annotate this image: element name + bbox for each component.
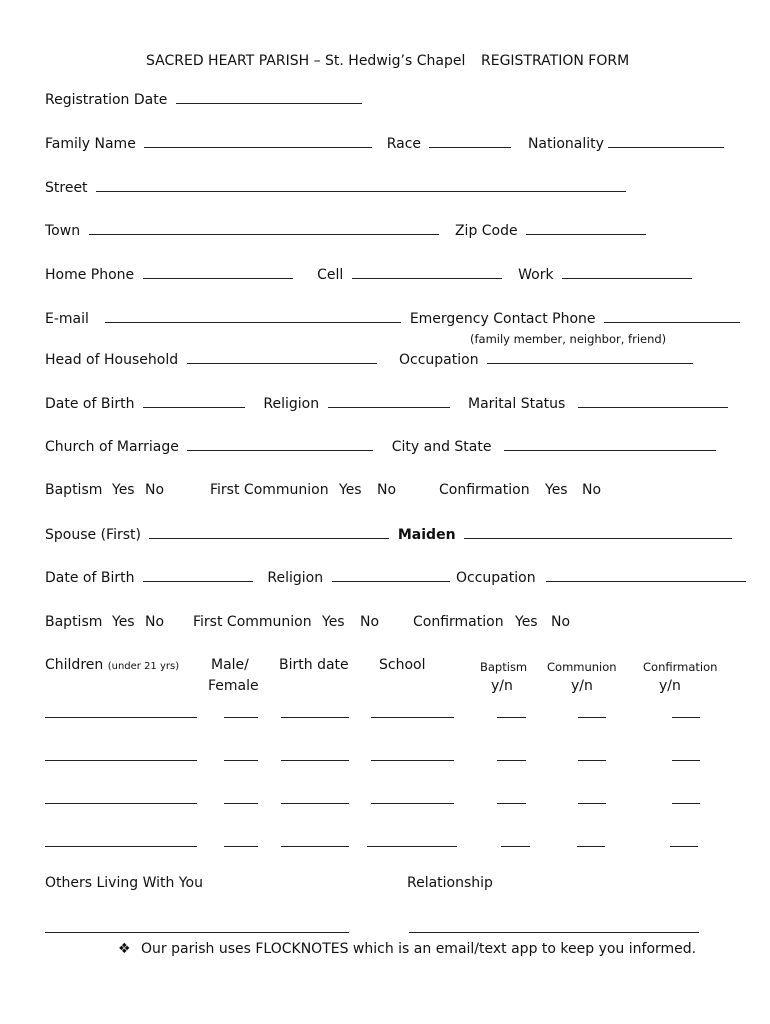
- child-3-baptism-field[interactable]: [497, 802, 526, 804]
- birth-date-label: Birth date: [279, 657, 349, 673]
- child-confirmation-yn: y/n: [659, 678, 681, 694]
- children-subtitle: (under 21 yrs): [107, 661, 180, 672]
- baptism-no[interactable]: No: [145, 482, 165, 498]
- maiden-label: Maiden: [397, 527, 456, 543]
- relationship-label: Relationship: [407, 875, 493, 891]
- work-field[interactable]: [562, 265, 692, 279]
- child-4-baptism-field[interactable]: [501, 845, 530, 847]
- head-of-household-row: [45, 350, 693, 369]
- child-confirmation-label: Confirmation: [643, 660, 718, 674]
- child-4-communion-field[interactable]: [577, 845, 605, 847]
- date-of-birth-label: Date of Birth: [45, 396, 135, 412]
- home-phone-field[interactable]: [143, 265, 293, 279]
- race-field[interactable]: [429, 134, 511, 148]
- confirmation-label: Confirmation: [439, 482, 530, 498]
- child-4-birth-date-field[interactable]: [281, 845, 349, 847]
- spouse-confirmation-yes[interactable]: Yes: [515, 614, 538, 630]
- child-3-school-field[interactable]: [371, 802, 454, 804]
- religion-field[interactable]: [328, 394, 450, 408]
- dob-row: [45, 394, 728, 413]
- family-name-row: [45, 134, 724, 153]
- street-label: Street: [45, 180, 88, 196]
- zip-code-field[interactable]: [526, 221, 646, 235]
- spouse-field[interactable]: [149, 525, 389, 539]
- child-2-confirmation-field[interactable]: [672, 759, 700, 761]
- child-communion-yn: y/n: [571, 678, 593, 694]
- emergency-note: (family member, neighbor, friend): [470, 332, 667, 346]
- church-of-marriage-label: Church of Marriage: [45, 439, 179, 455]
- registration-date-label: Registration Date: [45, 92, 168, 108]
- town-field[interactable]: [89, 221, 439, 235]
- baptism-label: Baptism: [45, 482, 103, 498]
- child-3-confirmation-field[interactable]: [672, 802, 700, 804]
- child-1-school-field[interactable]: [371, 716, 454, 718]
- registration-date-row: [45, 90, 362, 109]
- nationality-field[interactable]: [608, 134, 724, 148]
- registration-date-field[interactable]: [176, 90, 362, 104]
- email-field[interactable]: [105, 309, 401, 323]
- others-living-label: Others Living With You: [45, 875, 203, 891]
- street-field[interactable]: [96, 178, 626, 192]
- spouse-confirmation-label: Confirmation: [413, 614, 504, 630]
- spouse-baptism-no[interactable]: No: [145, 614, 165, 630]
- spouse-baptism-label: Baptism: [45, 614, 103, 630]
- cell-label: Cell: [317, 267, 344, 283]
- home-phone-label: Home Phone: [45, 267, 135, 283]
- first-communion-label: First Communion: [210, 482, 329, 498]
- marital-status-field[interactable]: [578, 394, 728, 408]
- occupation-field[interactable]: [487, 350, 693, 364]
- child-1-birth-date-field[interactable]: [281, 716, 349, 718]
- male-female-label-2: Female: [208, 678, 259, 694]
- family-name-label: Family Name: [45, 136, 136, 152]
- spouse-first-communion-label: First Communion: [193, 614, 312, 630]
- town-label: Town: [45, 223, 81, 239]
- child-4-school-field[interactable]: [367, 845, 457, 847]
- date-of-birth-field[interactable]: [143, 394, 245, 408]
- race-label: Race: [386, 136, 422, 152]
- spouse-date-of-birth-field[interactable]: [143, 568, 253, 582]
- bullet-icon: ❖: [118, 941, 131, 957]
- others-living-field[interactable]: [45, 931, 349, 933]
- child-3-gender-field[interactable]: [224, 802, 258, 804]
- spouse-first-communion-no[interactable]: No: [360, 614, 380, 630]
- spouse-row: [45, 525, 732, 544]
- confirmation-no[interactable]: No: [582, 482, 602, 498]
- school-label: School: [379, 657, 426, 673]
- work-label: Work: [518, 267, 554, 283]
- child-1-confirmation-field[interactable]: [672, 716, 700, 718]
- marital-status-label: Marital Status: [468, 396, 566, 412]
- child-1-communion-field[interactable]: [578, 716, 606, 718]
- child-1-gender-field[interactable]: [224, 716, 258, 718]
- child-1-name-field[interactable]: [45, 716, 197, 718]
- head-of-household-label: Head of Household: [45, 352, 179, 368]
- spouse-religion-label: Religion: [267, 570, 324, 586]
- children-label: [45, 656, 179, 676]
- spouse-baptism-yes[interactable]: Yes: [112, 614, 135, 630]
- street-row: [45, 178, 626, 197]
- child-2-gender-field[interactable]: [224, 759, 258, 761]
- spouse-dob-row: [45, 568, 746, 587]
- city-state-field[interactable]: [504, 437, 716, 451]
- first-communion-no[interactable]: No: [377, 482, 397, 498]
- child-3-birth-date-field[interactable]: [281, 802, 349, 804]
- nationality-label: Nationality: [527, 136, 604, 152]
- child-communion-label: Communion: [547, 660, 617, 674]
- baptism-yes[interactable]: Yes: [112, 482, 135, 498]
- child-3-communion-field[interactable]: [578, 802, 606, 804]
- emergency-contact-field[interactable]: [604, 309, 740, 323]
- religion-label: Religion: [263, 396, 320, 412]
- church-of-marriage-field[interactable]: [187, 437, 373, 451]
- phone-row: [45, 265, 692, 284]
- child-2-school-field[interactable]: [371, 759, 454, 761]
- spouse-date-of-birth-label: Date of Birth: [45, 570, 135, 586]
- spouse-first-communion-yes[interactable]: Yes: [322, 614, 345, 630]
- town-row: [45, 221, 646, 240]
- child-baptism-label: Baptism: [480, 660, 528, 674]
- city-state-label: City and State: [391, 439, 492, 455]
- confirmation-yes[interactable]: Yes: [545, 482, 568, 498]
- flocknotes-note: [118, 940, 696, 958]
- child-2-baptism-field[interactable]: [497, 759, 526, 761]
- flocknotes-text: Our parish uses FLOCKNOTES which is an email/text app to keep you informed.: [141, 941, 697, 957]
- family-name-field[interactable]: [144, 134, 372, 148]
- occupation-label: Occupation: [399, 352, 479, 368]
- child-2-birth-date-field[interactable]: [281, 759, 349, 761]
- email-row: [45, 309, 740, 328]
- spouse-occupation-label: Occupation: [456, 570, 536, 586]
- spouse-occupation-field[interactable]: [546, 568, 746, 582]
- head-of-household-field[interactable]: [187, 350, 377, 364]
- church-row: [45, 437, 716, 456]
- email-label: E-mail: [45, 311, 89, 327]
- emergency-contact-label: Emergency Contact Phone: [409, 311, 596, 327]
- relationship-field[interactable]: [409, 931, 699, 933]
- spouse-label: Spouse (First): [45, 527, 141, 543]
- child-baptism-yn: y/n: [491, 678, 513, 694]
- children-title: Children: [45, 657, 104, 673]
- form-title: REGISTRATION FORM: [481, 53, 630, 69]
- zip-code-label: Zip Code: [454, 223, 518, 239]
- child-4-name-field[interactable]: [45, 845, 197, 847]
- maiden-field[interactable]: [464, 525, 732, 539]
- child-3-name-field[interactable]: [45, 802, 197, 804]
- parish-title: SACRED HEART PARISH – St. Hedwig’s Chapel: [146, 53, 466, 69]
- child-2-name-field[interactable]: [45, 759, 197, 761]
- child-1-baptism-field[interactable]: [497, 716, 526, 718]
- male-female-label-1: Male/: [211, 657, 249, 673]
- cell-field[interactable]: [352, 265, 502, 279]
- spouse-religion-field[interactable]: [332, 568, 450, 582]
- child-4-confirmation-field[interactable]: [670, 845, 698, 847]
- child-4-gender-field[interactable]: [224, 845, 258, 847]
- first-communion-yes[interactable]: Yes: [339, 482, 362, 498]
- child-2-communion-field[interactable]: [578, 759, 606, 761]
- spouse-confirmation-no[interactable]: No: [551, 614, 571, 630]
